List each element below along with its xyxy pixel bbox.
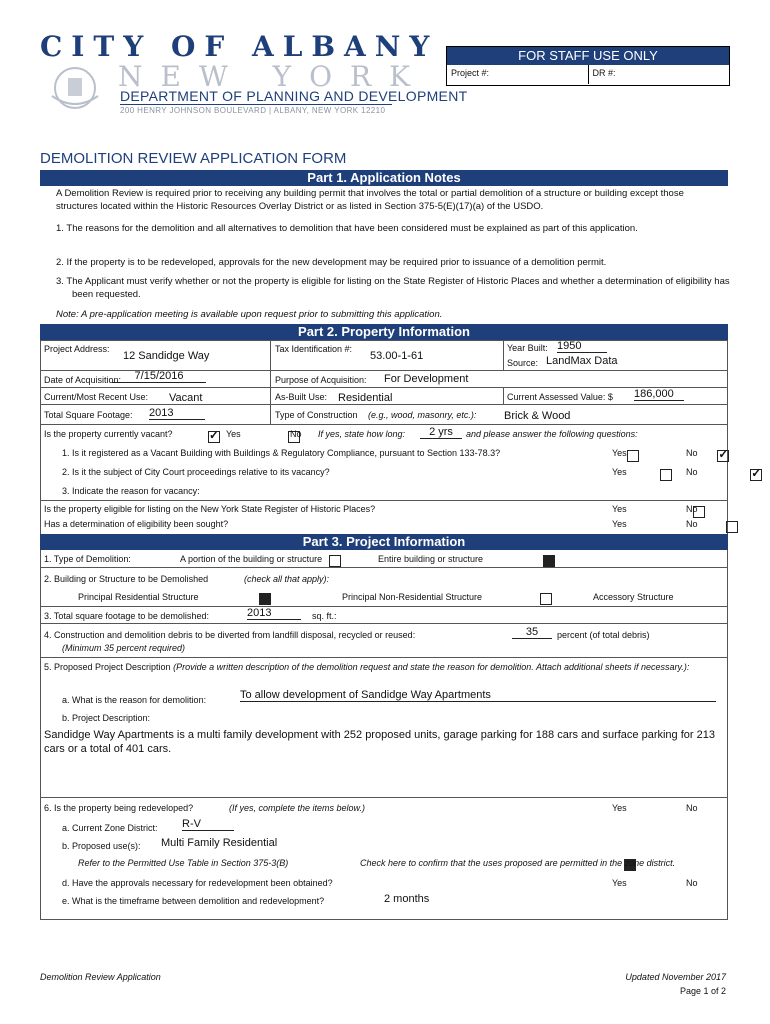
footer-form-name: Demolition Review Application bbox=[40, 972, 161, 982]
part2-header: Part 2. Property Information bbox=[40, 324, 728, 340]
hist1-yes-label: Yes bbox=[612, 504, 627, 514]
historic-q1: Is the property eligible for listing on the New York State Register of Historic Places? bbox=[44, 504, 376, 514]
howlong-tail: and please answer the following questions: bbox=[466, 429, 638, 439]
project-address-value[interactable]: 12 Sandidge Way bbox=[123, 350, 210, 362]
project-description-heading bbox=[44, 661, 714, 673]
purpose-value[interactable]: For Development bbox=[384, 373, 469, 385]
city-seal-icon bbox=[44, 60, 106, 112]
debris-value[interactable]: 35 bbox=[512, 626, 552, 639]
tax-id-label: Tax Identification #: bbox=[275, 344, 353, 354]
project-desc-value[interactable]: Sandidge Way Apartments is a multi family development with 252 proposed units, garage parking for 188 cars and surface parking for 213 cars or a total of 401 cars. bbox=[44, 729, 715, 755]
part1-item-3: 3. The Applicant must verify whether or not the property is eligible for listing on the State Register of Historic Places and whether a determination of eligibility has been requested. bbox=[56, 276, 730, 300]
hist2-no-label: No bbox=[686, 519, 698, 529]
purpose-label: Purpose of Acquisition: bbox=[275, 375, 367, 385]
construction-hint: (e.g., wood, masonry, etc.): bbox=[368, 410, 477, 420]
demo-entire-checkbox[interactable] bbox=[543, 555, 555, 567]
q1-no-label: No bbox=[686, 448, 698, 458]
vacant-question: Is the property currently vacant? bbox=[44, 429, 173, 439]
vacant-yes-checkbox[interactable] bbox=[208, 431, 220, 443]
vacancy-q2: 2. Is it the subject of City Court proceedings relative to its vacancy? bbox=[62, 467, 330, 477]
department-name: DEPARTMENT OF PLANNING AND DEVELOPMENT bbox=[120, 88, 468, 104]
asbuilt-value[interactable]: Residential bbox=[338, 392, 393, 404]
q2-no-checkbox[interactable] bbox=[750, 469, 762, 481]
year-built-label: Year Built: bbox=[507, 343, 548, 353]
redevelop-label: 6. Is the property being redeveloped? bbox=[44, 803, 194, 813]
approvals-yes-label: Yes bbox=[612, 878, 627, 888]
accessory-label: Accessory Structure bbox=[593, 592, 674, 602]
source-label: Source: bbox=[507, 358, 539, 368]
q1-yes-label: Yes bbox=[612, 448, 627, 458]
demo-sqft-label: 3. Total square footage to be demolished: bbox=[44, 611, 209, 621]
principal-nonres-label: Principal Non-Residential Structure bbox=[342, 592, 483, 602]
uses-value[interactable]: Multi Family Residential bbox=[161, 837, 278, 849]
hist2-yes-label: Yes bbox=[612, 519, 627, 529]
construction-value[interactable]: Brick & Wood bbox=[504, 410, 571, 422]
approvals-label: d. Have the approvals necessary for redevelopment been obtained? bbox=[62, 878, 333, 888]
hist1-no-label: No bbox=[686, 504, 698, 514]
demo-sqft-unit: sq. ft.: bbox=[312, 611, 337, 621]
timeframe-label: e. What is the timeframe between demolition and redevelopment? bbox=[62, 896, 325, 906]
uses-confirm-label: Check here to confirm that the uses proposed are permitted in the zone district. bbox=[360, 858, 676, 868]
footer-updated: Updated November 2017 bbox=[625, 972, 726, 982]
dr-number-field[interactable]: DR #: bbox=[592, 68, 616, 78]
vacant-yes-label: Yes bbox=[226, 429, 241, 439]
principal-res-label: Principal Residential Structure bbox=[78, 592, 199, 602]
redevelop-hint: (If yes, complete the items below.) bbox=[229, 803, 366, 813]
sqft-label: Total Square Footage: bbox=[44, 410, 133, 420]
reason-label: a. What is the reason for demolition: bbox=[62, 695, 207, 705]
project-address-label: Project Address: bbox=[44, 344, 110, 354]
historic-q2: Has a determination of eligibility been sought? bbox=[44, 519, 229, 529]
project-desc-label: b. Project Description: bbox=[62, 713, 151, 723]
hist2-yes-checkbox[interactable] bbox=[726, 521, 738, 533]
uses-label: b. Proposed use(s): bbox=[62, 841, 141, 851]
desc-hint: (Provide a written description of the demolition request and state the reason for demolition. Attach additional sheets if necessary.): bbox=[173, 662, 690, 672]
debris-label: 4. Construction and demolition debris to be diverted from landfill disposal, recycled or reused: bbox=[44, 630, 416, 640]
debris-minimum: (Minimum 35 percent required) bbox=[62, 643, 186, 653]
staff-box-title: FOR STAFF USE ONLY bbox=[447, 47, 729, 65]
principal-res-checkbox[interactable] bbox=[259, 593, 271, 605]
part1-item-2: 2. If the property is to be redeveloped, approvals for the new development may be required prior to issuance of a demolition permit. bbox=[56, 257, 607, 268]
part1-intro: A Demolition Review is required prior to receiving any building permit that involves the total or partial demolition of a structure or building except those structures located within the Historic Resources Overlay District or as listed in Section 375-5(E)(17)(a) of the USDO. bbox=[56, 188, 684, 212]
department-address: 200 HENRY JOHNSON BOULEVARD | ALBANY, NEW YORK 12210 bbox=[120, 106, 386, 115]
redevelop-yes-label: Yes bbox=[612, 803, 627, 813]
vacancy-q3: 3. Indicate the reason for vacancy: bbox=[62, 486, 200, 496]
zone-value[interactable]: R-V bbox=[182, 818, 234, 831]
demo-partial-checkbox[interactable] bbox=[329, 555, 341, 567]
dept-underline bbox=[120, 104, 392, 105]
howlong-label: If yes, state how long: bbox=[318, 429, 406, 439]
q1-yes-checkbox[interactable] bbox=[627, 450, 639, 462]
zone-label: a. Current Zone District: bbox=[62, 823, 158, 833]
recent-use-label: Current/Most Recent Use: bbox=[44, 392, 149, 402]
assessed-value[interactable]: 186,000 bbox=[634, 388, 684, 401]
principal-nonres-checkbox[interactable] bbox=[540, 593, 552, 605]
q2-no-label: No bbox=[686, 467, 698, 477]
demo-partial-label: A portion of the building or structure bbox=[180, 554, 323, 564]
demo-type-label: 1. Type of Demolition: bbox=[44, 554, 131, 564]
demo-sqft-value[interactable]: 2013 bbox=[247, 607, 301, 620]
date-acq-value[interactable]: 7/15/2016 bbox=[112, 370, 206, 383]
debris-unit: percent (of total debris) bbox=[557, 630, 650, 640]
q1-no-checkbox[interactable] bbox=[717, 450, 729, 462]
q2-yes-label: Yes bbox=[612, 467, 627, 477]
vacant-no-label: No bbox=[290, 429, 302, 439]
structure-label: 2. Building or Structure to be Demolished bbox=[44, 574, 209, 584]
vacancy-q1: 1. Is it registered as a Vacant Building with Buildings & Regulatory Compliance, pursuant to Section 133-78.3? bbox=[62, 448, 501, 458]
recent-use-value[interactable]: Vacant bbox=[169, 392, 203, 404]
sqft-value[interactable]: 2013 bbox=[149, 407, 205, 420]
reason-value[interactable]: To allow development of Sandidge Way Apartments bbox=[240, 689, 716, 702]
form-title: DEMOLITION REVIEW APPLICATION FORM bbox=[40, 150, 347, 167]
asbuilt-label: As-Built Use: bbox=[275, 392, 328, 402]
part3-header: Part 3. Project Information bbox=[40, 534, 728, 550]
state-title: NEW YORK bbox=[118, 60, 429, 93]
redevelop-no-label: No bbox=[686, 803, 698, 813]
desc-label: 5. Proposed Project Description bbox=[44, 662, 171, 672]
structure-hint: (check all that apply): bbox=[244, 574, 330, 584]
uses-reference: Refer to the Permitted Use Table in Section 375-3(B) bbox=[78, 858, 289, 868]
staff-use-box bbox=[446, 46, 730, 86]
date-acq-label: Date of Acquisition: bbox=[44, 375, 122, 385]
q2-yes-checkbox[interactable] bbox=[660, 469, 672, 481]
demo-entire-label: Entire building or structure bbox=[378, 554, 484, 564]
howlong-value[interactable]: 2 yrs bbox=[420, 426, 462, 439]
part1-item-1: 1. The reasons for the demolition and all alternatives to demolition that have been considered must be explained as part of this application. bbox=[56, 223, 638, 234]
assessed-label: Current Assessed Value: $ bbox=[507, 392, 613, 402]
approvals-no-label: No bbox=[686, 878, 698, 888]
part1-header: Part 1. Application Notes bbox=[40, 170, 728, 186]
timeframe-value[interactable]: 2 months bbox=[384, 893, 430, 905]
footer-page: Page 1 of 2 bbox=[679, 986, 726, 996]
year-built-value[interactable]: 1950 bbox=[557, 340, 607, 353]
source-value[interactable]: LandMax Data bbox=[546, 355, 618, 367]
tax-id-value[interactable]: 53.00-1-61 bbox=[370, 350, 424, 362]
part1-note: Note: A pre-application meeting is available upon request prior to submitting this application. bbox=[56, 309, 443, 320]
project-number-field[interactable]: Project #: bbox=[447, 65, 589, 84]
construction-label: Type of Construction bbox=[275, 410, 358, 420]
city-title: CITY OF ALBANY bbox=[40, 30, 439, 63]
